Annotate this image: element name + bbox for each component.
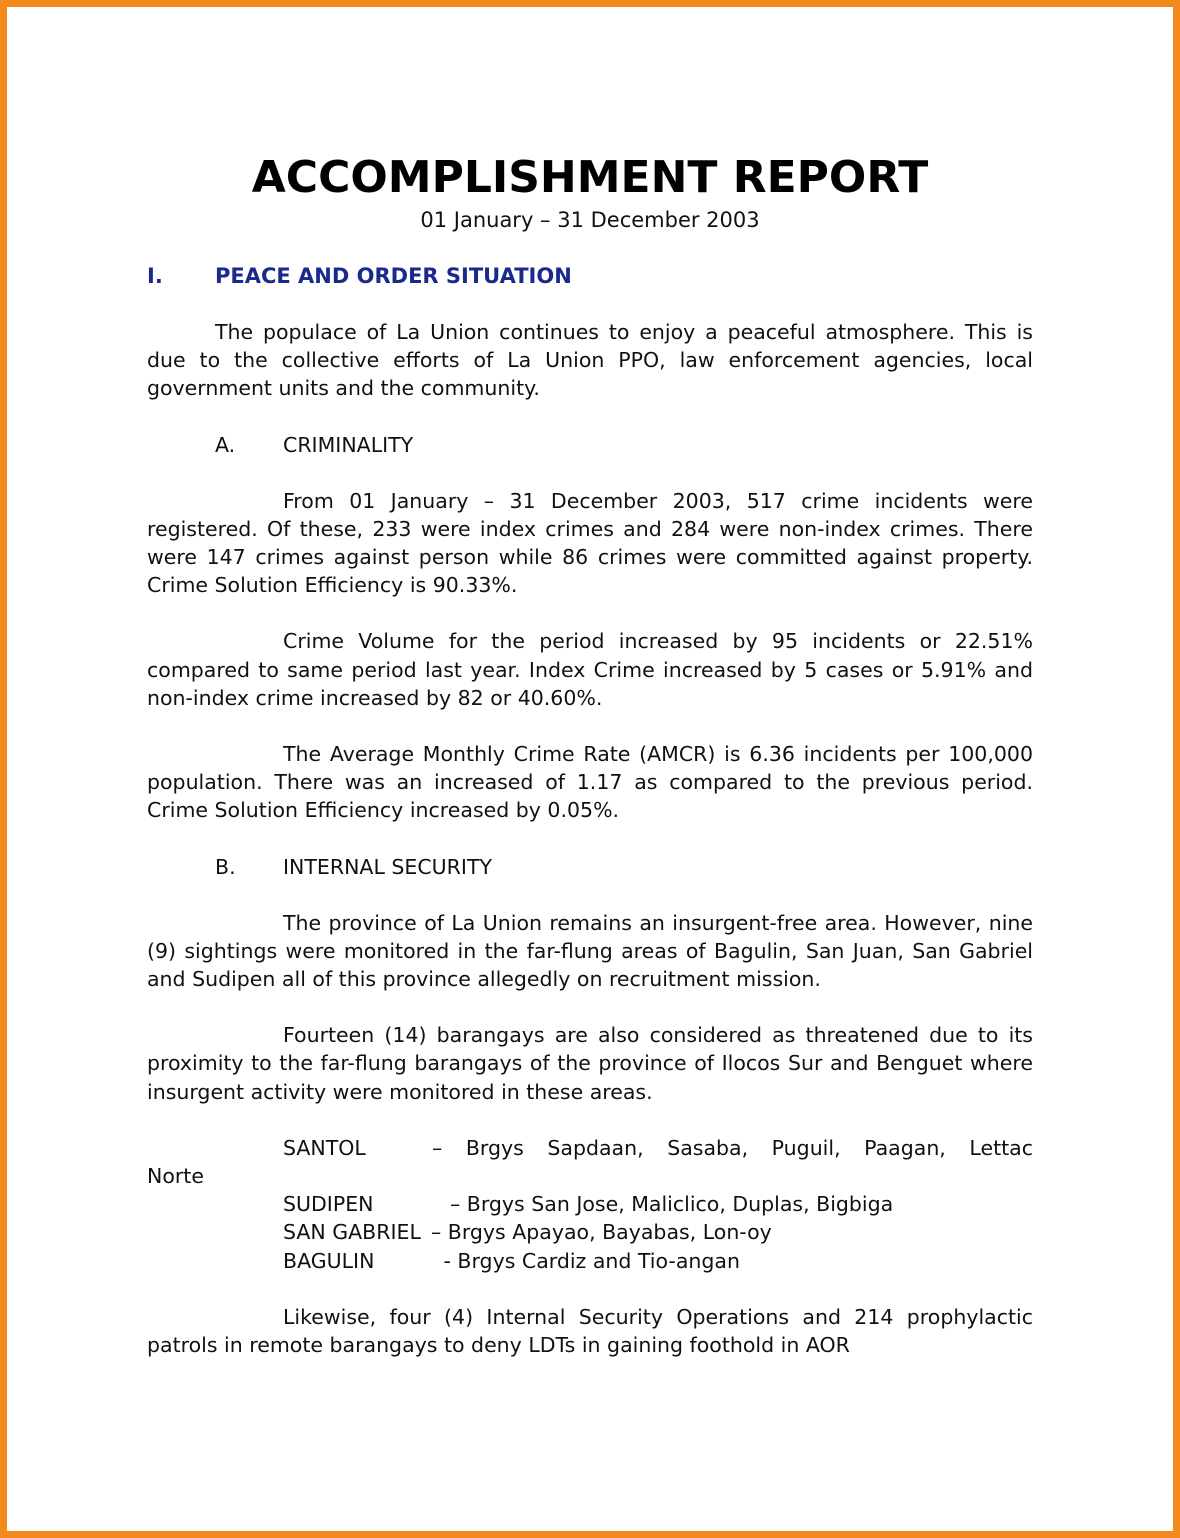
town-name: BAGULIN [283,1248,375,1273]
subsection-title: CRIMINALITY [283,432,414,457]
list-item [147,1134,1033,1162]
barangay-names-continued: Norte [147,1164,204,1189]
internal-security-paragraph-2: Fourteen (14) barangays are also considered as threatened due to its proximity to the far-flung barangays of the province of Ilocos Sur and Benguet where insurgent activity were monitored in these areas. [147,1023,1033,1104]
internal-security-paragraph-1: The province of La Union remains an insurgent-free area. However, nine (9) sightings were monitored in the far-flung areas of Bagulin, San Juan, San Gabriel and Sudipen all of this province allegedly on recruitment mission. [147,910,1033,992]
list-item [147,1247,1033,1275]
report-title: ACCOMPLISHMENT REPORT [251,152,929,203]
barangay-names: - Brgys Cardiz and Tio-angan [437,1248,740,1273]
barangay-names: – Brgys Apayao, Bayabas, Lon-oy [431,1220,772,1245]
criminality-paragraph-1: From 01 January – 31 December 2003, 517 crime incidents were registered. Of these, 233 were index crimes and 284 were non-index crimes. There were 147 crimes against person while 86 crimes were committed against property. Crime Solution Efficiency is 90.33%. [147,488,1033,598]
subsection-letter: B. [215,854,236,879]
subsection-letter: A. [215,432,236,457]
section-heading-peace-and-order [147,262,1033,290]
subheading-criminality [147,431,1033,459]
section-number: I. [147,264,163,288]
list-item [147,1190,1033,1218]
report-date-range: 01 January – 31 December 2003 [420,208,760,232]
document-page [147,150,1033,1359]
town-name: SUDIPEN [283,1192,374,1217]
barangay-names: – Brgys Sapdaan, Sasaba, Puguil, Paagan, Lettac [432,1135,1033,1160]
town-name: SANTOL [283,1135,366,1160]
list-item [147,1218,1033,1246]
town-name: SAN GABRIEL [283,1220,421,1245]
criminality-paragraph-2: Crime Volume for the period increased by 95 incidents or 22.51% compared to same period last year. Index Crime increased by 5 cases or 5.91% and non-index crime increased by 82 or 40.60%. [147,629,1033,710]
subheading-internal-security [147,853,1033,881]
barangay-names: – Brgys San Jose, Maliclico, Duplas, Bigbiga [450,1192,894,1217]
threatened-barangay-list [147,1134,1033,1275]
criminality-paragraph-3: The Average Monthly Crime Rate (AMCR) is 6.36 incidents per 100,000 population. There was an increased of 1.17 as compared to the previous period. Crime Solution Efficiency increased by 0.05%. [147,742,1033,823]
section-title: PEACE AND ORDER SITUATION [215,264,572,288]
intro-paragraph: The populace of La Union continues to enjoy a peaceful atmosphere. This is due to the collective efforts of La Union PPO, law enforcement agencies, local government units and the community. [147,320,1033,401]
internal-security-closing-paragraph: Likewise, four (4) Internal Security Operations and 214 prophylactic patrols in remote barangays to deny LDTs in gaining foothold in AOR [147,1304,1033,1357]
subsection-title: INTERNAL SECURITY [283,854,493,879]
